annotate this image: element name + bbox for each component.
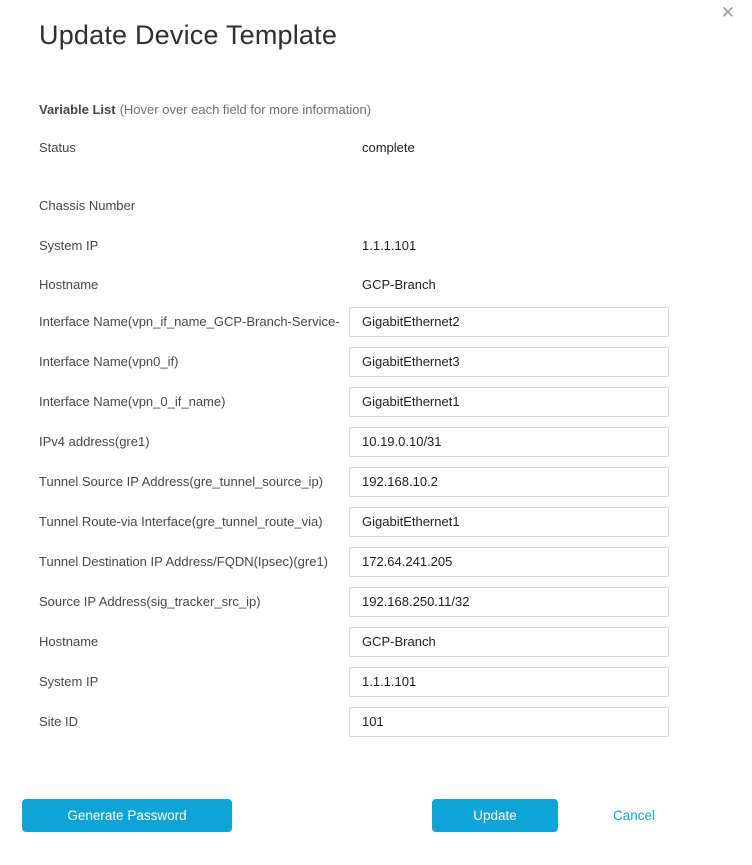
hostname-value: GCP-Branch [362,277,436,292]
tunnel-destination-ip-input[interactable] [349,547,669,577]
hostname-label: Hostname [39,277,99,292]
row-system-ip-input [39,666,669,697]
tunnel-source-ip-label: Tunnel Source IP Address(gre_tunnel_source_ip) [39,474,324,489]
interface-name-vpn0-if-input[interactable] [349,347,669,377]
chassis-number-label: Chassis Number [39,198,136,213]
interface-name-service-vpn-label: Interface Name(vpn_if_name_GCP-Branch-Service- [39,314,340,329]
row-tunnel-destination-ip [39,546,669,577]
tunnel-route-via-label: Tunnel Route-via Interface(gre_tunnel_route_via) [39,514,323,529]
hostname-input[interactable] [349,627,669,657]
row-site-id [39,706,669,737]
system-ip-value: 1.1.1.101 [362,238,417,253]
system-ip-input[interactable] [349,667,669,697]
row-tunnel-route-via [39,506,669,537]
generate-password-button[interactable]: Generate Password [22,799,232,832]
variable-list-form [39,140,669,746]
tunnel-route-via-input[interactable] [349,507,669,537]
variable-list-header [39,102,371,117]
close-icon[interactable]: ✕ [720,3,735,22]
row-interface-name-vpn0-if [39,346,669,377]
row-source-ip-tracker [39,586,669,617]
row-chassis-number [39,198,669,216]
interface-name-vpn-0-if-name-label: Interface Name(vpn_0_if_name) [39,394,226,409]
interface-name-vpn0-if-label: Interface Name(vpn0_if) [39,354,179,369]
row-status [39,140,669,158]
dialog-title: Update Device Template [39,20,338,50]
row-system-ip-static [39,238,669,256]
system-ip-input-label: System IP [39,674,99,689]
ipv4-address-gre1-input[interactable] [349,427,669,457]
system-ip-label: System IP [39,238,99,253]
variable-list-hint: (Hover over each field for more information) [119,102,372,117]
variable-list-heading: Variable List [39,102,116,117]
tunnel-destination-ip-label: Tunnel Destination IP Address/FQDN(Ipsec)(gre1) [39,554,329,569]
source-ip-tracker-input[interactable] [349,587,669,617]
cancel-link[interactable]: Cancel [613,808,656,823]
row-interface-name-service-vpn [39,306,669,337]
row-hostname-input [39,626,669,657]
row-interface-name-vpn-0-if-name [39,386,669,417]
status-label: Status [39,140,76,155]
ipv4-address-gre1-label: IPv4 address(gre1) [39,434,150,449]
site-id-label: Site ID [39,714,79,729]
row-ipv4-address-gre1 [39,426,669,457]
hostname-input-label: Hostname [39,634,99,649]
dialog-footer [22,799,655,832]
source-ip-tracker-label: Source IP Address(sig_tracker_src_ip) [39,594,261,609]
interface-name-vpn-0-if-name-input[interactable] [349,387,669,417]
site-id-input[interactable] [349,707,669,737]
row-hostname-static [39,277,669,295]
row-tunnel-source-ip [39,466,669,497]
tunnel-source-ip-input[interactable] [349,467,669,497]
interface-name-service-vpn-input[interactable] [349,307,669,337]
update-button[interactable]: Update [432,799,558,832]
status-value: complete [362,140,415,155]
